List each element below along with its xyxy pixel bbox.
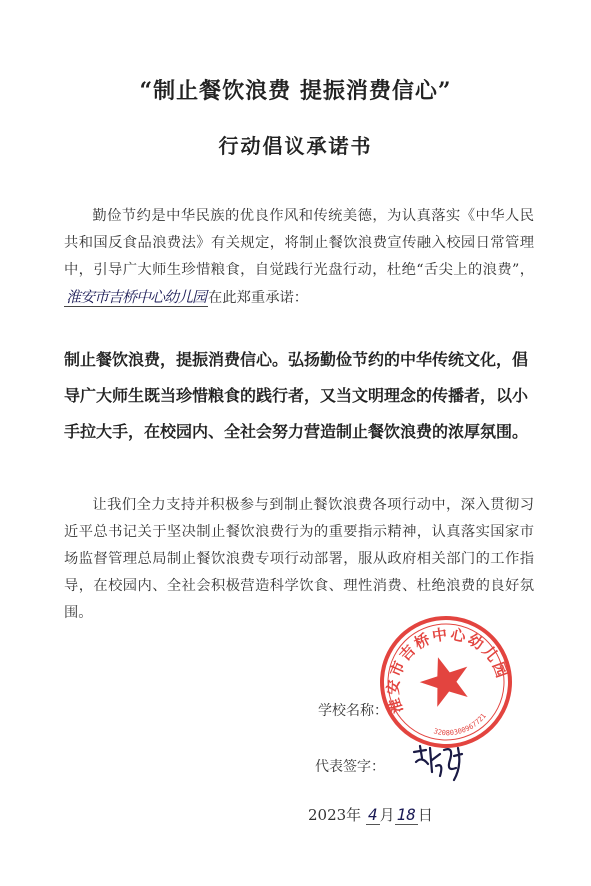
- seal-code: 32080300967721: [432, 712, 488, 738]
- date-day-handwritten: 18: [396, 805, 416, 824]
- commitment-paragraph: [64, 342, 534, 450]
- date-month-label: 月: [379, 806, 395, 824]
- handwritten-signature: [410, 742, 470, 786]
- date-year: 2023年: [308, 806, 362, 824]
- commitment-text: 制止餐饮浪费，提振消费信心。弘扬勤俭节约的中华传统文化，倡导广大师生既当珍惜粮食的践行者，又当文明理念的传播者，以小手拉大手，在校园内、全社会努力营造制止餐饮浪费的浓厚氛围。: [64, 350, 529, 441]
- date-month-handwritten: 4: [367, 805, 378, 824]
- signature-label: 代表签字：: [315, 759, 385, 775]
- official-seal-stamp: [376, 612, 516, 752]
- handwritten-school-name: 淮安市吉桥中心幼儿园: [66, 288, 207, 306]
- document-subtitle: 行动倡议承诺书: [218, 134, 373, 158]
- date-day-label: 日: [417, 806, 433, 824]
- document-title: “制止餐饮浪费 提振消费信心”: [139, 78, 452, 104]
- action-paragraph: [64, 492, 534, 627]
- intro-paragraph: [64, 203, 534, 312]
- intro-text: 勤俭节约是中华民族的优良作风和传统美德，为认真落实《中华人民共和国反食品浪费法》有关规定，将制止餐饮浪费宣传融入校园日常管理中，引导广大师生珍惜粮食，自觉践行光盘行动，杜绝“舌尖上的浪费”，: [64, 208, 534, 278]
- school-name-label: 学校名称：: [318, 703, 388, 719]
- date-row: [308, 804, 433, 825]
- action-text: 让我们全力支持并积极参与到制止餐饮浪费各项行动中，深入贯彻习近平总书记关于坚决制止餐饮浪费行为的重要指示精神，认真落实国家市场监督管理总局制止餐饮浪费专项行动部署，服从政府相关部门的工作指导，在校园内、全社会积极营造科学饮食、理性消费、杜绝浪费的良好氛围。: [64, 497, 534, 621]
- seal-text: 淮安市吉桥中心幼儿园: [384, 625, 512, 716]
- intro-text-end: 在此郑重承诺：: [208, 290, 309, 306]
